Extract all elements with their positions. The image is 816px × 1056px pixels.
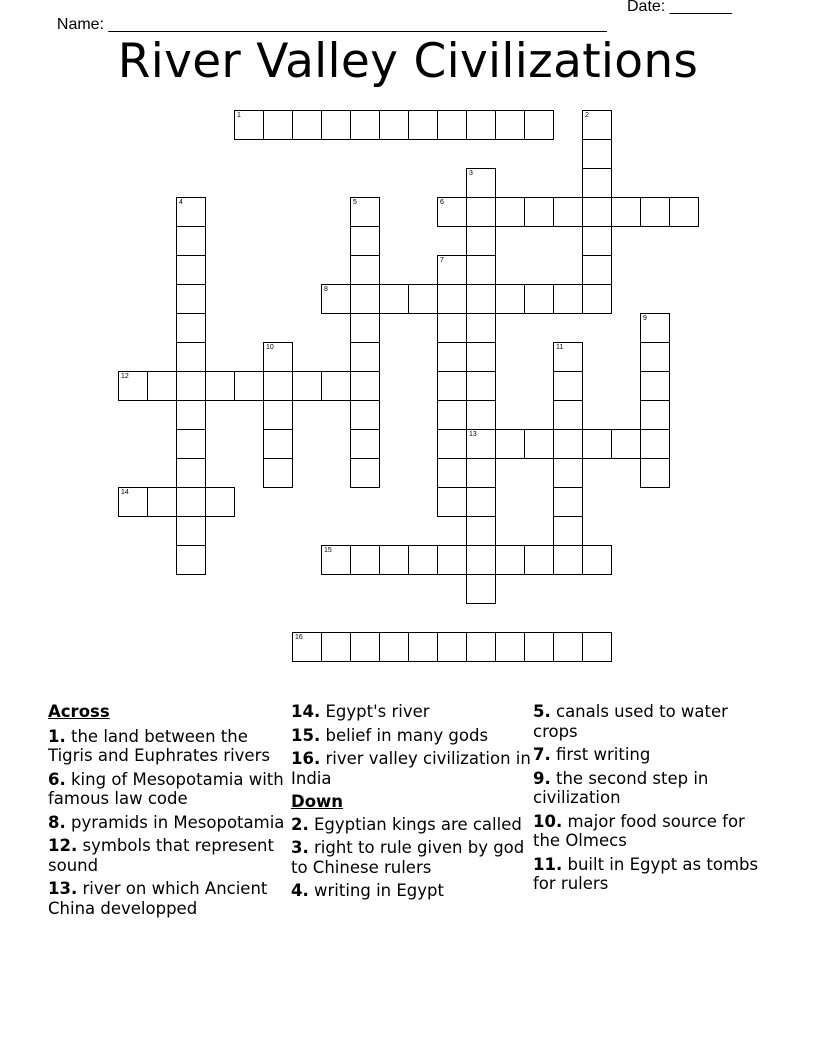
crossword-cell[interactable] bbox=[263, 430, 293, 459]
crossword-cell[interactable] bbox=[350, 343, 380, 372]
name-field-label[interactable]: Name: ________________________________________________________ bbox=[56, 16, 607, 33]
crossword-cell[interactable] bbox=[437, 314, 467, 343]
crossword-cell[interactable] bbox=[234, 110, 264, 140]
crossword-cell[interactable] bbox=[118, 487, 148, 517]
crossword-cell[interactable] bbox=[438, 545, 467, 575]
crossword-cell[interactable] bbox=[351, 110, 380, 140]
clue-across-1 bbox=[48, 727, 288, 766]
crossword-cell[interactable] bbox=[438, 110, 467, 140]
clue-across-13 bbox=[48, 879, 288, 918]
crossword-cell[interactable] bbox=[176, 285, 206, 314]
crossword-cell[interactable] bbox=[466, 168, 496, 198]
clue-down-10 bbox=[533, 812, 763, 851]
clue-number-label: 4 bbox=[179, 199, 183, 206]
clue-text: king of Mesopotamia with famous law code bbox=[48, 769, 284, 808]
across-heading: Across bbox=[48, 702, 110, 721]
crossword-cell[interactable] bbox=[437, 343, 467, 372]
crossword-cell[interactable] bbox=[176, 546, 206, 575]
crossword-cell[interactable] bbox=[176, 343, 206, 372]
crossword-cell[interactable] bbox=[553, 342, 583, 372]
clue-number-label: 3 bbox=[469, 170, 473, 177]
crossword-cell[interactable] bbox=[409, 545, 438, 575]
crossword-cell[interactable] bbox=[438, 632, 467, 662]
clue-number-label: 15 bbox=[324, 547, 332, 554]
crossword-cell[interactable] bbox=[467, 285, 496, 314]
crossword-cell[interactable] bbox=[467, 256, 496, 285]
crossword-cell[interactable] bbox=[176, 517, 206, 546]
crossword-cell[interactable] bbox=[467, 401, 496, 430]
crossword-cell[interactable] bbox=[350, 227, 380, 256]
clue-number: 15. bbox=[291, 725, 321, 745]
crossword-cell[interactable] bbox=[553, 488, 583, 517]
crossword-cell[interactable] bbox=[437, 488, 467, 517]
crossword-cell[interactable] bbox=[437, 372, 467, 401]
clue-number: 14. bbox=[291, 702, 321, 721]
crossword-cell[interactable] bbox=[350, 197, 380, 227]
crossword-cell[interactable] bbox=[264, 372, 293, 401]
crossword-cell[interactable] bbox=[176, 256, 206, 285]
clue-number-label: 8 bbox=[324, 286, 328, 293]
crossword-cell[interactable] bbox=[640, 459, 670, 488]
crossword-cell[interactable] bbox=[350, 459, 380, 488]
clue-text: pyramids in Mesopotamia bbox=[71, 812, 285, 832]
crossword-cell[interactable] bbox=[293, 110, 322, 140]
crossword-cell[interactable] bbox=[351, 545, 380, 575]
crossword-cell[interactable] bbox=[583, 198, 612, 227]
crossword-cell[interactable] bbox=[148, 371, 177, 401]
crossword-cell[interactable] bbox=[554, 284, 583, 314]
crossword-cell[interactable] bbox=[264, 110, 293, 140]
crossword-cell[interactable] bbox=[177, 488, 206, 517]
crossword-cell[interactable] bbox=[496, 429, 525, 459]
crossword-cell[interactable] bbox=[582, 110, 612, 140]
crossword-cell[interactable] bbox=[496, 110, 525, 140]
crossword-cell[interactable] bbox=[525, 110, 554, 140]
crossword-cell[interactable] bbox=[640, 343, 670, 372]
clue-across-8 bbox=[48, 813, 288, 833]
clue-text: major food source for the Olmecs bbox=[533, 811, 745, 850]
crossword-cell[interactable] bbox=[350, 430, 380, 459]
crossword-cell[interactable] bbox=[380, 545, 409, 575]
crossword-cell[interactable] bbox=[437, 430, 467, 459]
crossword-cell[interactable] bbox=[554, 197, 583, 227]
crossword-cell[interactable] bbox=[467, 198, 496, 227]
clue-number-label: 10 bbox=[266, 344, 274, 351]
down-heading: Down bbox=[291, 792, 344, 811]
crossword-cell[interactable] bbox=[263, 459, 293, 488]
clue-number-label: 6 bbox=[440, 199, 444, 206]
crossword-cell[interactable] bbox=[582, 227, 612, 256]
crossword-cell[interactable] bbox=[467, 430, 496, 459]
crossword-cell[interactable] bbox=[496, 545, 525, 575]
crossword-cell[interactable] bbox=[525, 284, 554, 314]
crossword-cell[interactable] bbox=[641, 197, 670, 227]
crossword-cell[interactable] bbox=[437, 401, 467, 430]
crossword-cell[interactable] bbox=[409, 284, 438, 314]
clue-number: 3. bbox=[291, 838, 309, 857]
clues-column-1 bbox=[48, 702, 288, 922]
crossword-cell[interactable] bbox=[640, 372, 670, 401]
crossword-cell[interactable] bbox=[263, 401, 293, 430]
crossword-cell[interactable] bbox=[525, 632, 554, 662]
crossword-cell[interactable] bbox=[582, 256, 612, 285]
clue-text: river valley civilization in India bbox=[291, 749, 531, 788]
crossword-cell[interactable] bbox=[350, 401, 380, 430]
crossword-cell[interactable] bbox=[554, 546, 583, 575]
crossword-cell[interactable] bbox=[583, 285, 612, 314]
clue-number: 16. bbox=[291, 749, 321, 768]
crossword-cell[interactable] bbox=[350, 314, 380, 343]
crossword-cell[interactable] bbox=[176, 459, 206, 488]
clue-number: 7. bbox=[533, 745, 551, 764]
clue-number: 8. bbox=[48, 812, 66, 832]
crossword-cell[interactable] bbox=[553, 372, 583, 401]
crossword-cell[interactable] bbox=[496, 632, 525, 662]
clue-text: first writing bbox=[556, 745, 651, 764]
clue-number-label: 13 bbox=[469, 431, 477, 438]
crossword-cell[interactable] bbox=[612, 197, 641, 227]
clue-across-12 bbox=[48, 836, 288, 875]
clue-down-11 bbox=[533, 855, 763, 894]
crossword-cell[interactable] bbox=[553, 401, 583, 430]
crossword-cell[interactable] bbox=[583, 545, 612, 575]
clue-across-16 bbox=[291, 749, 531, 788]
clue-text: Egypt's river bbox=[325, 702, 430, 721]
clue-number-label: 1 bbox=[237, 112, 241, 119]
crossword-cell[interactable] bbox=[640, 313, 670, 343]
crossword-cell[interactable] bbox=[612, 429, 641, 459]
crossword-cell[interactable] bbox=[467, 632, 496, 662]
clue-number-label: 16 bbox=[295, 634, 303, 641]
crossword-cell[interactable] bbox=[437, 459, 467, 488]
crossword-cell[interactable] bbox=[321, 284, 351, 314]
clue-text: river on which Ancient China developped bbox=[48, 879, 268, 918]
clue-number-label: 5 bbox=[353, 199, 357, 206]
crossword-cell[interactable] bbox=[467, 110, 496, 140]
crossword-cell[interactable] bbox=[438, 285, 467, 314]
crossword-cell[interactable] bbox=[553, 517, 583, 546]
clue-number: 5. bbox=[533, 702, 551, 721]
crossword-cell[interactable] bbox=[322, 110, 351, 140]
clue-number: 6. bbox=[48, 769, 66, 789]
clue-number-label: 2 bbox=[585, 112, 589, 119]
clue-text: right to rule given by god to Chinese rulers bbox=[291, 838, 525, 877]
clue-down-3 bbox=[291, 838, 531, 877]
clue-down-7 bbox=[533, 745, 763, 765]
clue-down-4 bbox=[291, 881, 531, 901]
crossword-cell[interactable] bbox=[380, 632, 409, 662]
crossword-cell[interactable] bbox=[351, 372, 380, 401]
clue-number-label: 9 bbox=[643, 315, 647, 322]
crossword-cell[interactable] bbox=[553, 459, 583, 488]
crossword-cell[interactable] bbox=[437, 197, 467, 227]
clue-text: canals used to water crops bbox=[533, 702, 728, 741]
crossword-cell[interactable] bbox=[176, 401, 206, 430]
clue-number: 12. bbox=[48, 836, 78, 855]
crossword-cell[interactable] bbox=[235, 371, 264, 401]
crossword-cell[interactable] bbox=[496, 197, 525, 227]
clue-number: 13. bbox=[48, 879, 78, 898]
clue-number-label: 12 bbox=[121, 373, 129, 380]
crossword-cell[interactable] bbox=[148, 487, 177, 517]
crossword-cell[interactable] bbox=[350, 256, 380, 285]
crossword-cell[interactable] bbox=[554, 430, 583, 459]
crossword-cell[interactable] bbox=[293, 371, 322, 401]
crossword-cell[interactable] bbox=[263, 342, 293, 372]
clue-text: the second step in civilization bbox=[533, 768, 709, 807]
clue-across-15 bbox=[291, 726, 531, 746]
clue-number: 10. bbox=[533, 811, 563, 831]
crossword-cell[interactable] bbox=[176, 227, 206, 256]
crossword-cell[interactable] bbox=[525, 197, 554, 227]
crossword-cell[interactable] bbox=[206, 487, 235, 517]
clue-number: 1. bbox=[48, 726, 66, 746]
crossword-cell[interactable] bbox=[467, 314, 496, 343]
crossword-cell[interactable] bbox=[525, 429, 554, 459]
crossword-cell[interactable] bbox=[437, 255, 467, 285]
crossword-cell[interactable] bbox=[496, 284, 525, 314]
clue-text: built in Egypt as tombs for rulers bbox=[533, 854, 759, 893]
clue-down-5 bbox=[533, 702, 763, 741]
clues-column-3 bbox=[533, 702, 763, 898]
crossword-cell[interactable] bbox=[466, 517, 496, 546]
clue-number: 11. bbox=[533, 854, 563, 874]
date-field-label[interactable]: Date: _______ bbox=[627, 0, 732, 15]
clue-number: 4. bbox=[291, 881, 309, 900]
clue-across-6 bbox=[48, 770, 288, 809]
clue-text: writing in Egypt bbox=[314, 881, 444, 900]
clue-across-14 bbox=[291, 702, 531, 722]
crossword-cell[interactable] bbox=[467, 372, 496, 401]
clue-down-2 bbox=[291, 815, 531, 835]
clue-text: belief in many gods bbox=[325, 725, 489, 745]
crossword-cell[interactable] bbox=[292, 632, 322, 662]
crossword-cell[interactable] bbox=[322, 632, 351, 662]
crossword-cell[interactable] bbox=[409, 110, 438, 140]
clue-text: Egyptian kings are called bbox=[314, 814, 522, 834]
crossword-cell[interactable] bbox=[582, 169, 612, 198]
crossword-cell[interactable] bbox=[351, 632, 380, 662]
crossword-cell[interactable] bbox=[554, 632, 583, 662]
crossword-cell[interactable] bbox=[640, 401, 670, 430]
crossword-cell[interactable] bbox=[322, 371, 351, 401]
crossword-cell[interactable] bbox=[176, 314, 206, 343]
crossword-cell[interactable] bbox=[670, 197, 699, 227]
crossword-cell[interactable] bbox=[467, 546, 496, 575]
crossword-cell[interactable] bbox=[641, 430, 670, 459]
crossword-cell[interactable] bbox=[351, 285, 380, 314]
clue-number-label: 11 bbox=[556, 344, 564, 351]
crossword-cell[interactable] bbox=[380, 284, 409, 314]
clue-number-label: 14 bbox=[121, 489, 129, 496]
crossword-cell[interactable] bbox=[177, 372, 206, 401]
crossword-cell[interactable] bbox=[466, 575, 496, 604]
crossword-cell[interactable] bbox=[321, 545, 351, 575]
clue-text: the land between the Tigris and Euphrates rivers bbox=[48, 726, 270, 765]
crossword-cell[interactable] bbox=[466, 227, 496, 256]
crossword-cell[interactable] bbox=[118, 371, 148, 401]
clue-number-label: 7 bbox=[440, 257, 444, 264]
crossword-cell[interactable] bbox=[380, 110, 409, 140]
crossword-cell[interactable] bbox=[409, 632, 438, 662]
page-title: River Valley Civilizations bbox=[117, 34, 699, 89]
clues-column-2 bbox=[291, 702, 531, 905]
crossword-cell[interactable] bbox=[206, 371, 235, 401]
crossword-cell[interactable] bbox=[583, 632, 612, 662]
crossword-cell[interactable] bbox=[176, 197, 206, 227]
clue-down-9 bbox=[533, 769, 763, 808]
clue-number: 9. bbox=[533, 768, 551, 788]
crossword-cell[interactable] bbox=[582, 140, 612, 169]
crossword-cell[interactable] bbox=[467, 488, 496, 517]
clue-number: 2. bbox=[291, 814, 309, 834]
crossword-cell[interactable] bbox=[176, 430, 206, 459]
crossword-cell[interactable] bbox=[525, 545, 554, 575]
clue-text: symbols that represent sound bbox=[48, 836, 274, 875]
crossword-cell[interactable] bbox=[583, 429, 612, 459]
crossword-cell[interactable] bbox=[467, 459, 496, 488]
crossword-cell[interactable] bbox=[467, 343, 496, 372]
